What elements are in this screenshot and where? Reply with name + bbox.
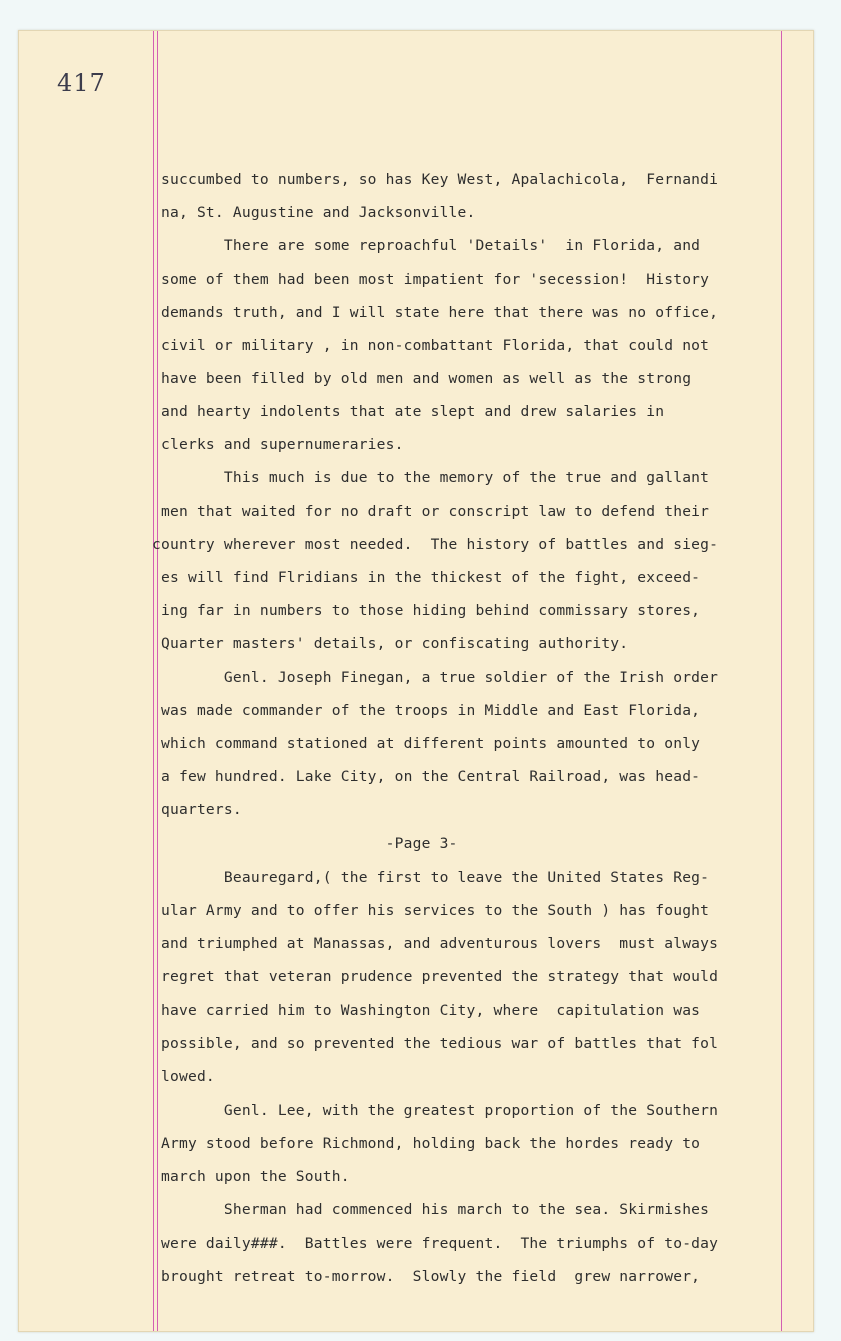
text-line: possible, and so prevented the tedious war of battles that fol: [161, 1035, 719, 1052]
text-line: quarters.: [161, 801, 242, 818]
right-margin-rule: [781, 31, 782, 1331]
text-line: ing far in numbers to those hiding behind commissary stores,: [161, 602, 701, 619]
text-line: a few hundred. Lake City, on the Central Railroad, was head-: [161, 768, 701, 785]
text-line: Genl. Lee, with the greatest proportion of the Southern: [161, 1102, 719, 1119]
text-line: which command stationed at different points amounted to only: [161, 735, 701, 752]
text-line: Beauregard,( the first to leave the United States Reg-: [161, 869, 710, 886]
text-line: es will find Flridians in the thickest of the fight, exceed-: [161, 569, 701, 586]
text-line: country wherever most needed. The history of battles and sieg-: [152, 536, 719, 553]
text-line: succumbed to numbers, so has Key West, Apalachicola, Fernandi: [161, 171, 719, 188]
handwritten-page-number: 417: [57, 69, 106, 97]
text-line: This much is due to the memory of the true and gallant: [161, 469, 710, 486]
text-line: ular Army and to offer his services to the South ) has fought: [161, 902, 710, 919]
left-margin-rule: [153, 31, 154, 1331]
text-line: brought retreat to-morrow. Slowly the field grew narrower,: [161, 1268, 701, 1285]
text-line: There are some reproachful 'Details' in Florida, and: [161, 237, 701, 254]
text-line: was made commander of the troops in Middle and East Florida,: [161, 702, 701, 719]
text-line: lowed.: [161, 1068, 215, 1085]
text-line: Army stood before Richmond, holding back the hordes ready to: [161, 1135, 701, 1152]
text-line: demands truth, and I will state here that there was no office,: [161, 304, 719, 321]
text-line: were daily###. Battles were frequent. The triumphs of to-day: [161, 1235, 719, 1252]
text-line: na, St. Augustine and Jacksonville.: [161, 204, 476, 221]
text-line: have carried him to Washington City, where capitulation was: [161, 1002, 701, 1019]
page-divider-label: -Page 3-: [161, 835, 458, 852]
text-line: Sherman had commenced his march to the sea. Skirmishes: [161, 1201, 710, 1218]
text-line: have been filled by old men and women as well as the strong: [161, 370, 692, 387]
text-line: Genl. Joseph Finegan, a true soldier of the Irish order: [161, 669, 719, 686]
text-line: some of them had been most impatient for 'secession! History: [161, 271, 710, 288]
text-line: Quarter masters' details, or confiscating authority.: [161, 635, 629, 652]
text-line: and triumphed at Manassas, and adventurous lovers must always: [161, 935, 719, 952]
text-line: march upon the South.: [161, 1168, 350, 1185]
left-margin-rule-inner: [157, 31, 158, 1331]
text-line: clerks and supernumeraries.: [161, 436, 404, 453]
text-line: civil or military , in non-combattant Florida, that could not: [161, 337, 710, 354]
typewritten-page: [18, 30, 814, 1332]
text-line: regret that veteran prudence prevented the strategy that would: [161, 968, 719, 985]
text-line: and hearty indolents that ate slept and drew salaries in: [161, 403, 665, 420]
text-line: men that waited for no draft or conscript law to defend their: [161, 503, 710, 520]
